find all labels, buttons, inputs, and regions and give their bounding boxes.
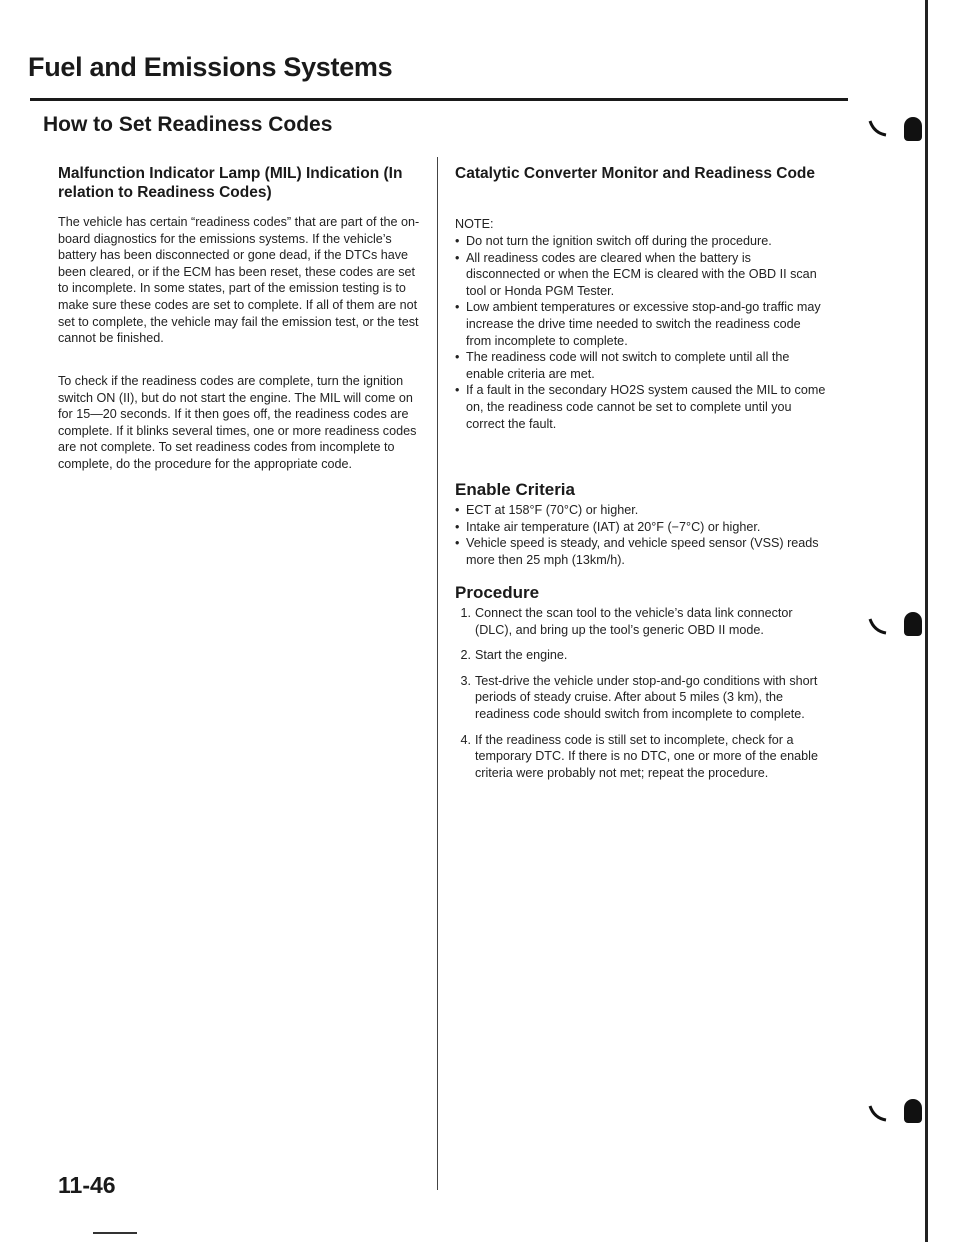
index-tab-icon [904, 117, 922, 141]
note-item: • Do not turn the ignition switch off during the procedure. [455, 233, 827, 250]
column-divider [437, 157, 438, 1190]
note-item: • Low ambient temperatures or excessive stop-and-go traffic may increase the drive time needed to switch the readiness code from incomplete to complete. [455, 299, 827, 349]
step-text: Start the engine. [475, 648, 568, 663]
tab-arrow-icon [868, 117, 888, 141]
notes-list [455, 233, 827, 432]
procedure-step [455, 647, 827, 664]
mil-paragraph-2: To check if the readiness codes are complete, turn the ignition switch ON (II), but do not start the engine. The MIL will come on for 15—20 seconds. If it then goes off, the readiness codes are complete. If it blinks several times, one or more readiness codes are not complete. To set readiness codes from incomplete to complete, do the procedure for the appropriate code. [58, 374, 417, 471]
procedure-step [455, 673, 827, 723]
catalytic-monitor-heading: Catalytic Converter Monitor and Readiness Code [455, 165, 816, 182]
note-label: NOTE: [455, 217, 494, 231]
criteria-item: • Vehicle speed is steady, and vehicle speed sensor (VSS) reads more then 25 mph (13km/h). [455, 535, 827, 568]
section-title: How to Set Readiness Codes [43, 113, 333, 136]
page-number: 11-46 [58, 1172, 116, 1198]
footer-rule [93, 1232, 137, 1234]
step-text: Test-drive the vehicle under stop-and-go conditions with short periods of steady cruise. After about 5 miles (3 km), the readiness code should switch from incomplete to complete. [475, 673, 818, 721]
criteria-item: • Intake air temperature (IAT) at 20°F (−7°C) or higher. [455, 519, 827, 536]
header-rule [30, 98, 848, 101]
tab-arrow-icon [868, 1102, 888, 1126]
mil-paragraph-1: The vehicle has certain “readiness codes” that are part of the on-board diagnostics for the emissions systems. If the vehicle’s battery has been disconnected or gone dead, if the DTCs have been cleared, or if the ECM has been reset, these codes are set to incomplete. In some states, part of the emission testing is to make sure these codes are set to complete. If all of them are not set to complete, the vehicle may fail the emission test, or the test cannot be finished. [58, 215, 420, 346]
index-tab-icon [904, 1099, 922, 1123]
step-text: If the readiness code is still set to incomplete, check for a temporary DTC. If there is no DTC, one or more of the enable criteria were probably not met; repeat the procedure. [475, 732, 818, 780]
criteria-list [455, 502, 827, 568]
criteria-item: • ECT at 158°F (70°C) or higher. [455, 502, 827, 519]
procedure-steps [455, 605, 827, 790]
procedure-heading: Procedure [455, 583, 540, 602]
step-number: 1. [460, 606, 471, 620]
enable-criteria-heading: Enable Criteria [455, 480, 575, 499]
mil-indication-heading: Malfunction Indicator Lamp (MIL) Indication (In relation to Readiness Codes) [58, 165, 403, 201]
procedure-step [455, 732, 827, 782]
tab-arrow-icon [868, 615, 888, 639]
step-number: 2. [460, 648, 471, 663]
index-tab-icon [904, 612, 922, 636]
step-text: Connect the scan tool to the vehicle’s data link connector (DLC), and bring up the tool’s generic OBD II mode. [475, 606, 793, 637]
note-item: • All readiness codes are cleared when the battery is disconnected or when the ECM is cleared with the OBD II scan tool or Honda PGM Tester. [455, 250, 827, 300]
step-number: 3. [460, 673, 471, 688]
step-number: 4. [460, 732, 471, 747]
procedure-step [455, 605, 827, 638]
page-edge-line [925, 0, 928, 1242]
note-item: • If a fault in the secondary HO2S system caused the MIL to come on, the readiness code cannot be set to complete until you correct the fault. [455, 382, 827, 432]
note-item: • The readiness code will not switch to complete until all the enable criteria are met. [455, 349, 827, 382]
page-header-title: Fuel and Emissions Systems [28, 52, 393, 82]
